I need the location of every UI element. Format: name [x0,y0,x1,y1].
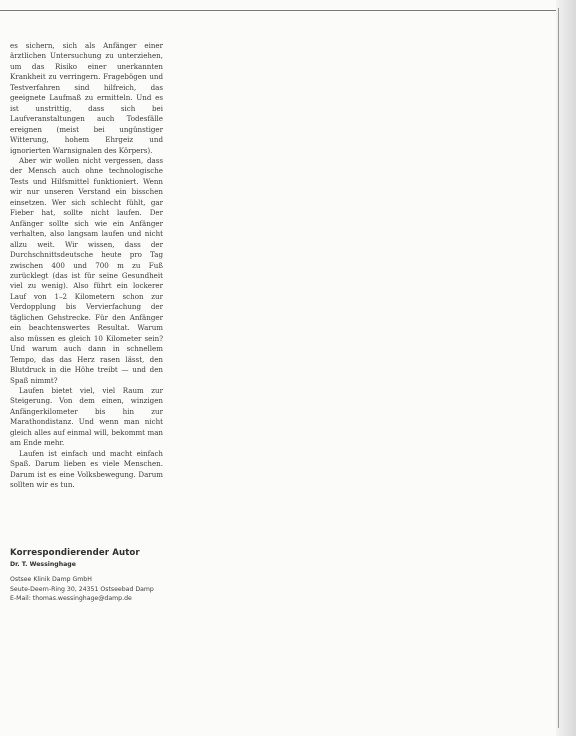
address-line-email: E-Mail: thomas.wessinghage@damp.de [10,595,132,603]
paragraph-3: Laufen bietet viel, viel Raum zur Steigerung. Von dem einen, winzigen Anfängerkilometer bis hin zur Marathondistanz. Und wenn man nicht gleich alles auf einmal will, bekommt man am Ende mehr. [10,385,163,448]
paragraph-4: Laufen ist einfach und macht einfach Spaß. Darum lieben es viele Menschen. Darum ist es eine Volksbewegung. Darum sollten wir es tun. [10,448,163,490]
paragraph-1: es sichern, sich als Anfänger einer ärztlichen Untersuchung zu unterziehen, um das Risiko einer unerkannten Krankheit zu verringern. Fragebögen und Testverfahren sind hilfreich, das geeignete Laufmaß zu ermitteln. Und es ist unstrittig, dass sich bei Laufveranstaltungen auch Todesfälle ereignen (meist bei ungünstiger Witterung, hohem Ehrgeiz und ignorierten Warnsignalen des Körpers). [10,41,163,155]
header-rule [0,10,560,11]
address-line-institution: Ostsee Klinik Damp GmbH [10,576,92,583]
article-text-column [10,41,163,490]
paragraph-2: Aber wir wollen nicht vergessen, dass der Mensch auch ohne technologische Tests und Hilfsmittel funktioniert. Wenn wir nur unseren Verstand ein bisschen einsetzen. Wer sich schlecht fühlt, gar Fieber hat, sollte nicht laufen. Der Anfänger sollte sich wie ein Anfänger verhalten, also langsam laufen und nicht allzu weit. Wir wissen, dass der Durchschnittsdeutsche heute pro Tag zwischen 400 und 700 m zu Fuß zurücklegt (das ist für seine Gesundheit viel zu wenig). Also führt ein lockerer Lauf von 1–2 Kilometern schon zur Verdopplung bis Vervierfachung der täglichen Gehstrecke. Für den Anfänger ein beachtenswertes Resultat. Warum also müssen es gleich 10 Kilometer sein? Und warum auch dann in schnellem Tempo, das das Herz rasen lässt, den Blutdruck in die Höhe treibt — und den Spaß nimmt? [10,155,163,385]
corresponding-author-block [10,548,180,604]
page-edge-line [558,8,559,728]
author-address [10,575,180,604]
author-name: Dr. T. Wessinghage [10,561,76,568]
page-edge-shadow [556,0,576,736]
author-heading: Korrespondierender Autor [10,548,140,558]
address-line-street: Seute-Deern-Ring 30, 24351 Ostseebad Damp [10,585,154,593]
